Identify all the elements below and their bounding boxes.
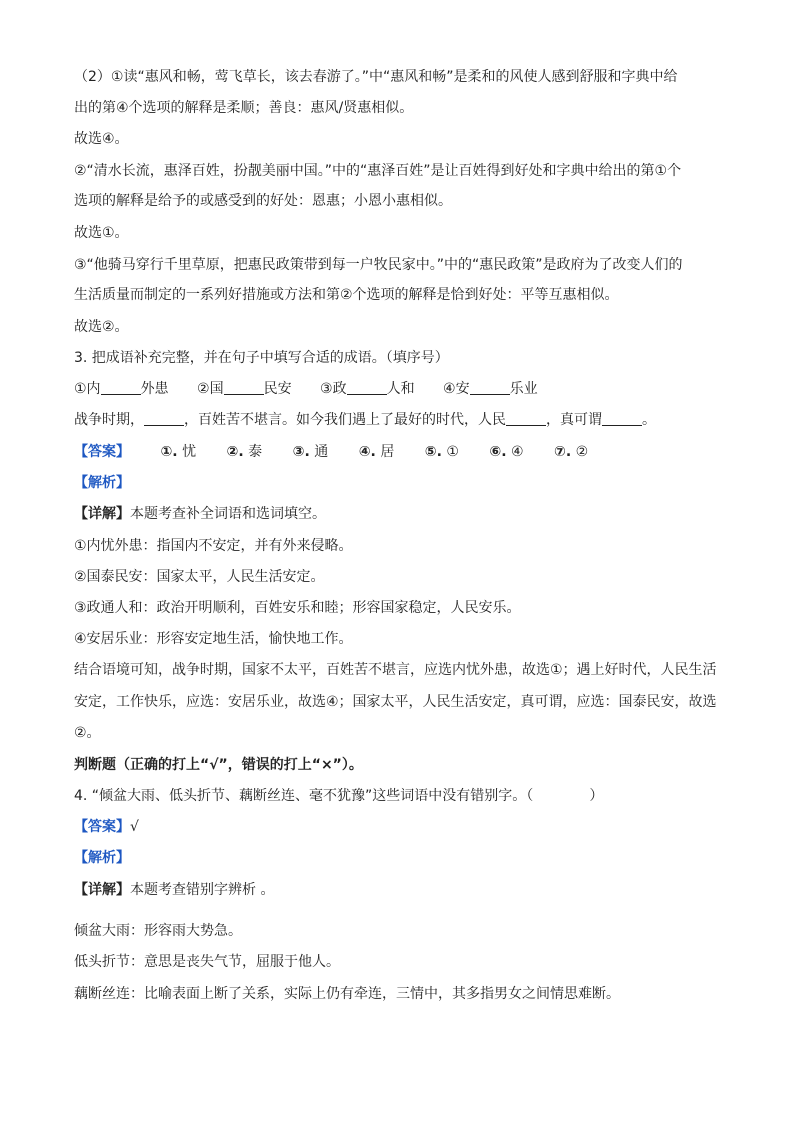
text-line: ①内忧外患：指国内不安定，并有外来侵略。 [74,538,353,554]
text-line: 低头折节：意思是丧失气节，屈服于他人。 [74,954,340,970]
question-3: 3. 把成语补充完整，并在句子中填写合适的成语。（填序号） [74,350,449,366]
text-line: 生活质量而制定的一系列好措施或方法和第②个选项的解释是恰到好处：平等互惠相似。 [74,287,619,303]
answer-item: ⑥. ④ [489,444,524,460]
section-heading: 判断题（正确的打上“√”，错误的打上“×”）。 [74,757,363,773]
text-line: ②“清水长流，惠泽百姓，扮靓美丽中国。”中的“惠泽百姓”是让百姓得到好处和字典中给出的第①个 [74,163,682,179]
text-line: ④安居乐业：形容安定地生活，愉快地工作。 [74,631,353,647]
answer-item: ②. 泰 [226,444,263,460]
detail-tag: 【详解】 [74,882,130,898]
answer-tag: 【答案】 [74,444,130,460]
text-line: 藕断丝连：比喻表面上断了关系，实际上仍有牵连，三情中，其多指男女之间情思难断。 [74,986,620,1002]
text-line: （2）①读“惠风和畅，莺飞草长，该去春游了。”中“惠风和畅”是柔和的风使人感到舒服和字典中给 [74,69,678,85]
text-line: 安定，工作快乐，应选：安居乐业，故选④；国家太平，人民生活安定，真可谓，应选：国泰民安，故选 [74,694,717,710]
text-line: ③政通人和：政治开明顺利，百姓安乐和睦；形容国家稳定，人民安乐。 [74,600,521,616]
idiom-3: ③政 人和 [320,381,415,397]
text-line: ②国泰民安：国家太平，人民生活安定。 [74,569,325,585]
answer-item: ⑦. ② [554,444,589,460]
text-line: 出的第④个选项的解释是柔顺；善良：惠风/贤惠相似。 [74,100,414,116]
text-line: ②。 [74,725,101,741]
idiom-1: ①内 外患 [74,381,169,397]
idiom-blank [470,380,510,395]
answer-value: √ [130,819,139,835]
answer-item: ③. 通 [292,444,329,460]
sentence-blank [602,411,642,426]
answer-item: ④. 居 [358,444,395,460]
detail-line: 【详解】本题考查错别字辨析 。 [74,882,275,898]
answer-item: ①. 忧 [160,444,197,460]
text-line: 故选②。 [74,319,129,335]
sentence-blank [144,411,184,426]
idiom-blank [224,380,264,395]
answer-line-4 [74,818,734,836]
detail-tag: 【详解】 [74,506,130,522]
question-4: 4. “倾盆大雨、低头折节、藕断丝连、毫不犹豫”这些词语中没有错别字。（ ） [74,788,604,804]
idiom-blank [101,380,141,395]
analysis-tag: 【解析】 [74,850,130,866]
text-line: 倾盆大雨：形容雨大势急。 [74,923,242,939]
fill-sentence: 战争时期， ，百姓苦不堪言。如今我们遇上了最好的时代，人民 ，真可谓 。 [74,412,656,428]
text-line: 故选④。 [74,131,129,147]
idiom-blank [347,380,387,395]
answer-item: ⑤. ① [424,444,459,460]
text-line: 选项的解释是给予的或感受到的好处：恩惠；小恩小惠相似。 [74,193,452,209]
text-line: ③“他骑马穿行千里草原，把惠民政策带到每一户牧民家中。”中的“惠民政策”是政府为了改变人们的 [74,257,683,273]
idiom-row [74,380,734,398]
answer-tag: 【答案】 [74,819,130,835]
detail-line: 【详解】本题考查补全词语和选词填空。 [74,506,326,522]
analysis-tag: 【解析】 [74,475,130,491]
text-line: 故选①。 [74,225,129,241]
answer-line-3 [74,443,734,461]
sentence-blank [506,411,546,426]
idiom-2: ②国 民安 [197,381,292,397]
text-line: 结合语境可知，战争时期，国家不太平，百姓苦不堪言，应选内忧外患，故选①；遇上好时代，人民生活 [74,662,717,678]
idiom-4: ④安 乐业 [443,381,538,397]
